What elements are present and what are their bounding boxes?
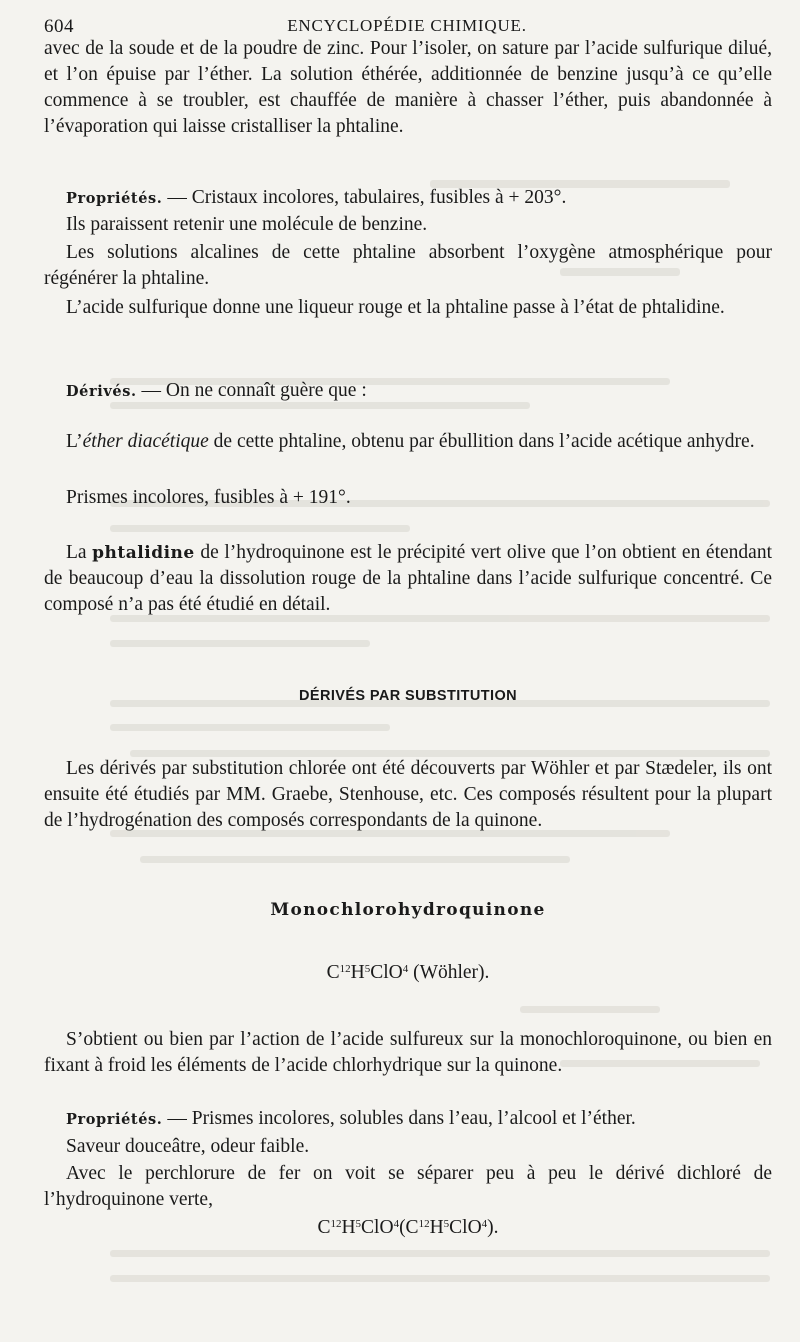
paragraph-phtalidine — [44, 540, 772, 618]
paragraph-saveur: Saveur douceâtre, odeur faible. — [66, 1136, 310, 1157]
final-formula-f: ClO — [449, 1217, 482, 1238]
final-formula — [44, 1217, 772, 1239]
paragraph-derives — [44, 378, 772, 405]
final-formula-a-sub: 12 — [330, 1218, 342, 1230]
derives-text: — On ne connaît guère que : — [141, 380, 367, 401]
paragraph-alcalines: Les solutions alcalines de cette phtaline absorbent l’oxygène atmosphérique pour régénérer la phtaline. — [44, 242, 772, 289]
proprietes-2-text: — Prismes incolores, solubles dans l’eau, l’alcool et l’éther. — [167, 1108, 636, 1129]
formula-clo: ClO — [370, 962, 403, 983]
paragraph-obtient: S’obtient ou bien par l’action de l’acide sulfureux sur la monochloroquinone, ou bien en fixant à froid les éléments de l’acide chlorhydrique sur la quinone. — [44, 1029, 772, 1076]
paragraph-perchlorure: Avec le perchlorure de fer on voit se séparer peu à peu le dérivé dichloré de l’hydroquinone verte, — [44, 1163, 772, 1210]
running-title: ENCYCLOPÉDIE CHIMIQUE. — [287, 16, 527, 35]
lead-derives: Dérivés. — [66, 383, 137, 400]
paragraph-isolation: avec de la soude et de la poudre de zinc. Pour l’isoler, on sature par l’acide sulfurique dilué, et l’on épuise par l’éther. La solution éthérée, additionnée de benzine jusqu’à ce qu’elle commence à se troubler, est chauffée de manière à chasser l’éther, puis abandonnée à l’évaporation qui laisse cristalliser la phtaline. — [44, 38, 772, 137]
formula-c: C — [326, 962, 340, 983]
final-formula-c-sub: 4 — [393, 1218, 400, 1230]
final-formula-e-sub: 5 — [443, 1218, 450, 1230]
final-formula-g: ). — [487, 1217, 499, 1238]
lead-proprietes-2: Propriétés. — [66, 1111, 163, 1128]
paragraph-proprietes-1 — [44, 185, 772, 212]
final-formula-c: ClO — [361, 1217, 394, 1238]
paragraph-proprietes-2 — [44, 1106, 772, 1133]
final-formula-b: H — [341, 1217, 356, 1238]
section-title: DÉRIVÉS PAR SUBSTITUTION — [299, 688, 517, 704]
formula-h-sub: 5 — [364, 963, 371, 975]
paragraph-benzine: Ils paraissent retenir une molécule de benzine. — [66, 214, 428, 235]
formula-o-sub: 4 — [402, 963, 409, 975]
page-number: 604 — [44, 16, 74, 37]
ether-prefix: L’ — [66, 431, 83, 452]
phtalidine-text: de l’hydroquinone est le précipité vert olive que l’on obtient en étendant de beaucoup d’eau la dissolution rouge de la phtaline dans l’acide sulfurique concentré. Ce composé n’a pas été étudié en détail. — [44, 542, 772, 615]
formula-author: (Wöhler). — [413, 962, 490, 983]
phtalidine-prefix: La — [66, 542, 93, 563]
final-formula-d: (C — [399, 1217, 419, 1238]
lead-proprietes-1: Propriétés. — [66, 190, 163, 207]
final-formula-d-sub: 12 — [418, 1218, 430, 1230]
compound-title: Monochlorohydroquinone — [270, 900, 546, 920]
compound-formula — [44, 962, 772, 984]
phtalidine-term: phtalidine — [92, 543, 195, 563]
final-formula-f-sub: 4 — [481, 1218, 488, 1230]
formula-c-sub: 12 — [339, 963, 351, 975]
proprietes-1-text: — Cristaux incolores, tabulaires, fusibles à + 203°. — [167, 187, 567, 208]
ether-term: éther diacétique — [82, 431, 209, 452]
paragraph-sulfurique: L’acide sulfurique donne une liqueur rouge et la phtaline passe à l’état de phtalidine. — [66, 297, 725, 318]
ether-text: de cette phtaline, obtenu par ébullition dans l’acide acétique anhydre. — [208, 431, 755, 452]
final-formula-e: H — [429, 1217, 444, 1238]
final-formula-a: C — [317, 1217, 331, 1238]
paragraph-prismes: Prismes incolores, fusibles à + 191°. — [66, 487, 351, 508]
final-formula-b-sub: 5 — [355, 1218, 362, 1230]
formula-h: H — [350, 962, 365, 983]
paragraph-ether-diacetique — [44, 429, 772, 455]
paragraph-substitution: Les dérivés par substitution chlorée ont été découverts par Wöhler et par Stædeler, ils ont ensuite été étudiés par MM. Graebe, Stenhouse, etc. Ces composés résultent pour la plupart de l’hydrogénation des composés correspondants de la quinone. — [44, 758, 772, 831]
